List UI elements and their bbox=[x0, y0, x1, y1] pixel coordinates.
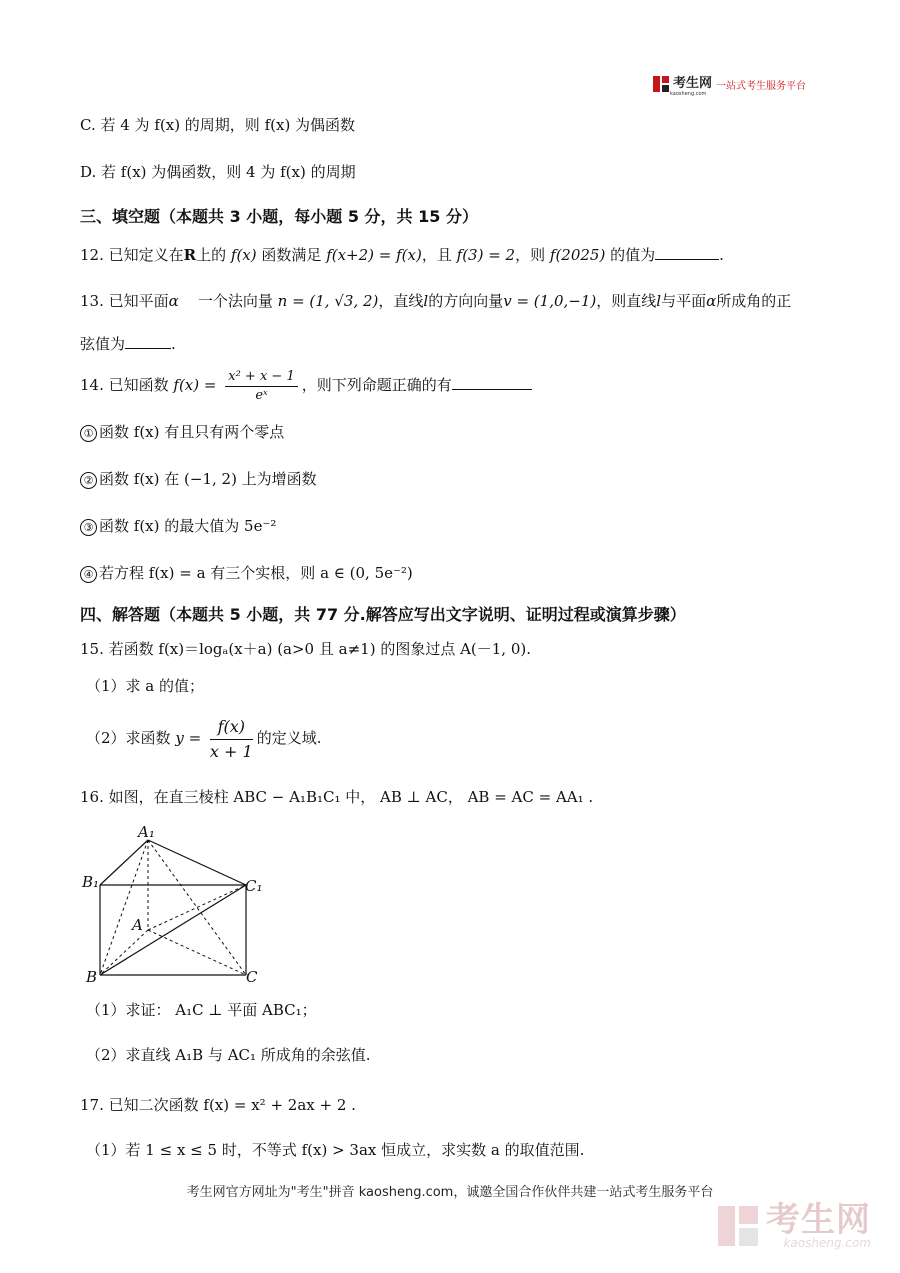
edge-ab-hidden bbox=[100, 930, 148, 975]
q15-fraction bbox=[210, 715, 253, 764]
question-14 bbox=[80, 364, 532, 406]
q13-text: ，则直线 bbox=[596, 292, 657, 310]
q12-text: 12. 已知定义在 bbox=[80, 246, 184, 264]
watermark bbox=[716, 1200, 871, 1250]
q13-text: 13. 已知平面 bbox=[80, 292, 169, 310]
q13-alpha: α bbox=[168, 292, 179, 310]
q11-option-d: D. 若 f(x) 为偶函数，则 4 为 f(x) 的周期 bbox=[80, 163, 356, 181]
q15-text: 的定义域. bbox=[256, 729, 322, 747]
edge-ac1-hidden bbox=[148, 885, 246, 930]
label-b: B bbox=[86, 968, 98, 986]
q14-circle-2: ② bbox=[80, 472, 97, 489]
kaosheng-logo-icon bbox=[652, 75, 670, 93]
q12-f3: f(3) = 2 bbox=[456, 246, 516, 264]
q14-numerator: x² + x − 1 bbox=[225, 368, 297, 387]
q15-text: （2）求函数 bbox=[86, 729, 171, 747]
q15-sub-1: （1）求 a 的值； bbox=[86, 677, 205, 695]
q14-circle-1: ① bbox=[80, 425, 97, 442]
label-b1: B₁ bbox=[82, 873, 100, 891]
q14-fx: f(x) = bbox=[173, 376, 217, 394]
q17-sub-1: （1）若 1 ≤ x ≤ 5 时，不等式 f(x) > 3ax 恒成立，求实数 a 的取值范围. bbox=[86, 1141, 585, 1159]
header-logo bbox=[652, 74, 807, 97]
q12-fx: f(x) bbox=[230, 246, 257, 264]
q16-sub-1: （1）求证： A₁C ⊥ 平面 ABC₁； bbox=[86, 1001, 317, 1019]
q13-text: 与平面 bbox=[661, 292, 707, 310]
q12-condition: f(x+2) = f(x) bbox=[326, 246, 422, 264]
q14-circle-4: ④ bbox=[80, 566, 97, 583]
question-13 bbox=[80, 290, 791, 312]
question-15: 15. 若函数 f(x)＝logₐ(x＋a) (a>0 且 a≠1) 的图象过点 A(－1, 0). bbox=[80, 640, 532, 658]
q16-sub-2: （2）求直线 A₁B 与 AC₁ 所成角的余弦值. bbox=[86, 1046, 371, 1064]
label-a: A bbox=[132, 916, 143, 934]
question-17: 17. 已知二次函数 f(x) = x² + 2ax + 2 . bbox=[80, 1096, 356, 1114]
question-12 bbox=[80, 244, 724, 266]
label-a1: A₁ bbox=[138, 823, 155, 841]
q13-alpha: α bbox=[706, 292, 717, 310]
q12-R: R bbox=[183, 246, 197, 264]
q12-text: 函数满足 bbox=[261, 246, 322, 264]
q15-denominator: x + 1 bbox=[209, 741, 253, 761]
q12-f2025: f(2025) bbox=[549, 246, 606, 264]
q14-item-text: 函数 f(x) 在 (−1, 2) 上为增函数 bbox=[99, 470, 317, 488]
q13-end: . bbox=[171, 335, 176, 353]
q15-numerator: f(x) bbox=[210, 715, 253, 740]
edge-b1a1 bbox=[100, 840, 148, 885]
logo-name: 考生网 bbox=[673, 75, 713, 91]
q13-l: l bbox=[656, 292, 662, 310]
prism-figure bbox=[78, 820, 268, 990]
question-13-line2 bbox=[80, 333, 176, 355]
q13-text: 的方向向量 bbox=[428, 292, 504, 310]
q12-text: ，则 bbox=[515, 246, 546, 264]
q15-sub-2 bbox=[86, 712, 321, 764]
q12-text: 上的 bbox=[196, 246, 227, 264]
q14-item-1 bbox=[80, 421, 284, 443]
q13-l: l bbox=[423, 292, 429, 310]
edge-a1c1 bbox=[148, 840, 246, 885]
answer-blank bbox=[655, 259, 719, 260]
q14-item-2 bbox=[80, 468, 317, 490]
edge-bc1 bbox=[100, 885, 246, 975]
q13-normal-vector: n = (1, √3, 2) bbox=[277, 292, 379, 310]
q14-fraction bbox=[225, 368, 297, 405]
q14-item-text: 函数 f(x) 有且只有两个零点 bbox=[99, 423, 285, 441]
q13-text: 一个法向量 bbox=[197, 292, 273, 310]
q12-end: . bbox=[719, 246, 724, 264]
logo-domain: kaosheng.com bbox=[670, 90, 707, 97]
q14-circle-3: ③ bbox=[80, 519, 97, 536]
watermark-domain: kaosheng.com bbox=[783, 1236, 871, 1250]
q14-denominator: eˣ bbox=[255, 387, 268, 403]
q12-text: ，且 bbox=[421, 246, 452, 264]
q13-text: 弦值为 bbox=[80, 335, 126, 353]
label-c1: C₁ bbox=[245, 877, 263, 895]
q13-text: 所成角的正 bbox=[716, 292, 792, 310]
q14-item-text: 若方程 f(x) = a 有三个实根，则 a ∈ (0, 5e⁻²) bbox=[99, 564, 413, 582]
q14-text: ，则下列命题正确的有 bbox=[301, 376, 452, 394]
answer-blank bbox=[452, 389, 532, 390]
edge-a1c-hidden bbox=[148, 840, 246, 975]
q14-item-text: 函数 f(x) 的最大值为 5e⁻² bbox=[99, 517, 277, 535]
label-c: C bbox=[246, 968, 258, 986]
q15-y: y = bbox=[175, 729, 202, 747]
q13-direction-vector: v = (1,0,−1) bbox=[503, 292, 597, 310]
q13-text: ，直线 bbox=[378, 292, 424, 310]
section3-heading: 三、填空题（本题共 3 小题，每小题 5 分，共 15 分） bbox=[80, 207, 478, 226]
question-16: 16. 如图，在直三棱柱 ABC − A₁B₁C₁ 中， AB ⊥ AC， AB = AC = AA₁ . bbox=[80, 788, 594, 806]
watermark-text: 考生网 bbox=[766, 1200, 871, 1240]
section4-heading: 四、解答题（本题共 5 小题，共 77 分.解答应写出文字说明、证明过程或演算步骤） bbox=[80, 605, 686, 624]
q14-item-4 bbox=[80, 562, 413, 584]
q11-option-c: C. 若 4 为 f(x) 的周期，则 f(x) 为偶函数 bbox=[80, 116, 356, 134]
q12-text: 的值为 bbox=[610, 246, 656, 264]
answer-blank bbox=[125, 348, 171, 349]
edge-a1b-hidden bbox=[100, 840, 148, 975]
q14-item-3 bbox=[80, 515, 276, 537]
q14-text: 14. 已知函数 bbox=[80, 376, 169, 394]
footer-text: 考生网官方网址为"考生"拼音 kaosheng.com，诚邀全国合作伙伴共建一站式考生服务平台 bbox=[186, 1185, 714, 1200]
watermark-logo-icon bbox=[716, 1204, 760, 1248]
logo-slogan: 一站式考生服务平台 bbox=[716, 80, 807, 92]
